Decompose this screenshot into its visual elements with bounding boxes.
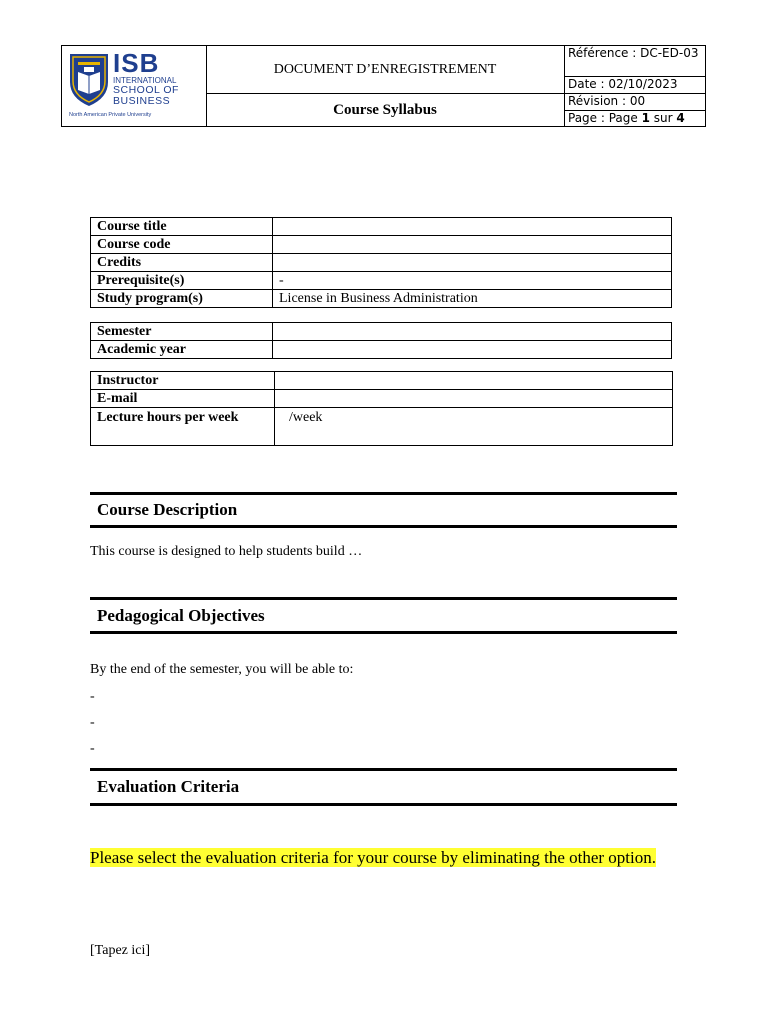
page-total: 4 <box>676 111 685 125</box>
document-header <box>61 45 706 127</box>
instructor-label: Instructor <box>91 372 275 390</box>
academic-year-value[interactable] <box>273 341 672 359</box>
course-description-text: This course is designed to help students build … <box>90 544 363 559</box>
course-title-label: Course title <box>91 218 273 236</box>
course-info-table <box>90 217 672 308</box>
reference-field: Référence : DC-ED-03 <box>565 46 706 77</box>
section-heading-text: Course Description <box>97 500 238 519</box>
page-field <box>565 111 706 126</box>
table-row <box>91 254 672 272</box>
table-row <box>91 390 673 408</box>
page-sep: sur <box>649 111 677 125</box>
prerequisites-value[interactable]: - <box>273 272 672 290</box>
lecture-hours-label: Lecture hours per week <box>91 408 275 446</box>
objective-bullet: - <box>90 715 95 730</box>
study-program-value[interactable]: License in Business Administration <box>273 290 672 308</box>
instructor-value[interactable] <box>275 372 673 390</box>
objectives-intro: By the end of the semester, you will be able to: <box>90 662 354 677</box>
lecture-hours-value[interactable]: /week <box>275 408 673 446</box>
instructor-table <box>90 371 673 446</box>
credits-value[interactable] <box>273 254 672 272</box>
section-heading-text: Evaluation Criteria <box>97 777 240 796</box>
page-prefix: Page : Page <box>568 111 642 125</box>
logo-line1: INTERNATIONAL <box>113 76 177 85</box>
logo-line2: SCHOOL OF <box>113 84 179 96</box>
email-label: E-mail <box>91 390 275 408</box>
logo-cell <box>62 46 207 126</box>
objective-bullet: - <box>90 741 95 756</box>
document-title: Course Syllabus <box>333 101 437 118</box>
study-program-label: Study program(s) <box>91 290 273 308</box>
logo-wordmark <box>113 50 179 107</box>
semester-table <box>90 322 672 359</box>
course-description-heading <box>90 492 677 528</box>
logo-line3: BUSINESS <box>113 95 171 107</box>
academic-year-label: Academic year <box>91 341 273 359</box>
isb-shield-logo-icon <box>68 50 110 108</box>
table-row <box>91 408 673 446</box>
objective-bullet: - <box>90 689 95 704</box>
course-code-value[interactable] <box>273 236 672 254</box>
highlighted-instruction-text: Please select the evaluation criteria for your course by eliminating the other option. <box>90 848 657 867</box>
table-row <box>91 323 672 341</box>
table-row <box>91 341 672 359</box>
table-row <box>91 218 672 236</box>
prerequisites-label: Prerequisite(s) <box>91 272 273 290</box>
table-row <box>91 290 672 308</box>
revision-field: Révision : 00 <box>565 94 706 111</box>
logo-isb-text: ISB <box>113 48 160 78</box>
logo-tagline: North American Private University <box>69 112 152 118</box>
section-heading-text: Pedagogical Objectives <box>97 605 265 625</box>
header-meta-cell <box>565 46 706 126</box>
page-current: 1 <box>641 111 650 125</box>
credits-label: Credits <box>91 254 273 272</box>
table-row <box>91 372 673 390</box>
course-title-value[interactable] <box>273 218 672 236</box>
semester-value[interactable] <box>273 323 672 341</box>
semester-label: Semester <box>91 323 273 341</box>
email-value[interactable] <box>275 390 673 408</box>
date-field: Date : 02/10/2023 <box>565 77 706 94</box>
header-title-cell <box>206 46 565 126</box>
footer-placeholder[interactable]: [Tapez ici] <box>90 943 151 958</box>
evaluation-instruction <box>90 848 656 868</box>
course-code-label: Course code <box>91 236 273 254</box>
document-type: DOCUMENT D’ENREGISTREMENT <box>206 46 564 94</box>
evaluation-criteria-heading <box>90 768 677 806</box>
table-row <box>91 236 672 254</box>
pedagogical-objectives-heading <box>90 597 677 634</box>
table-row <box>91 272 672 290</box>
